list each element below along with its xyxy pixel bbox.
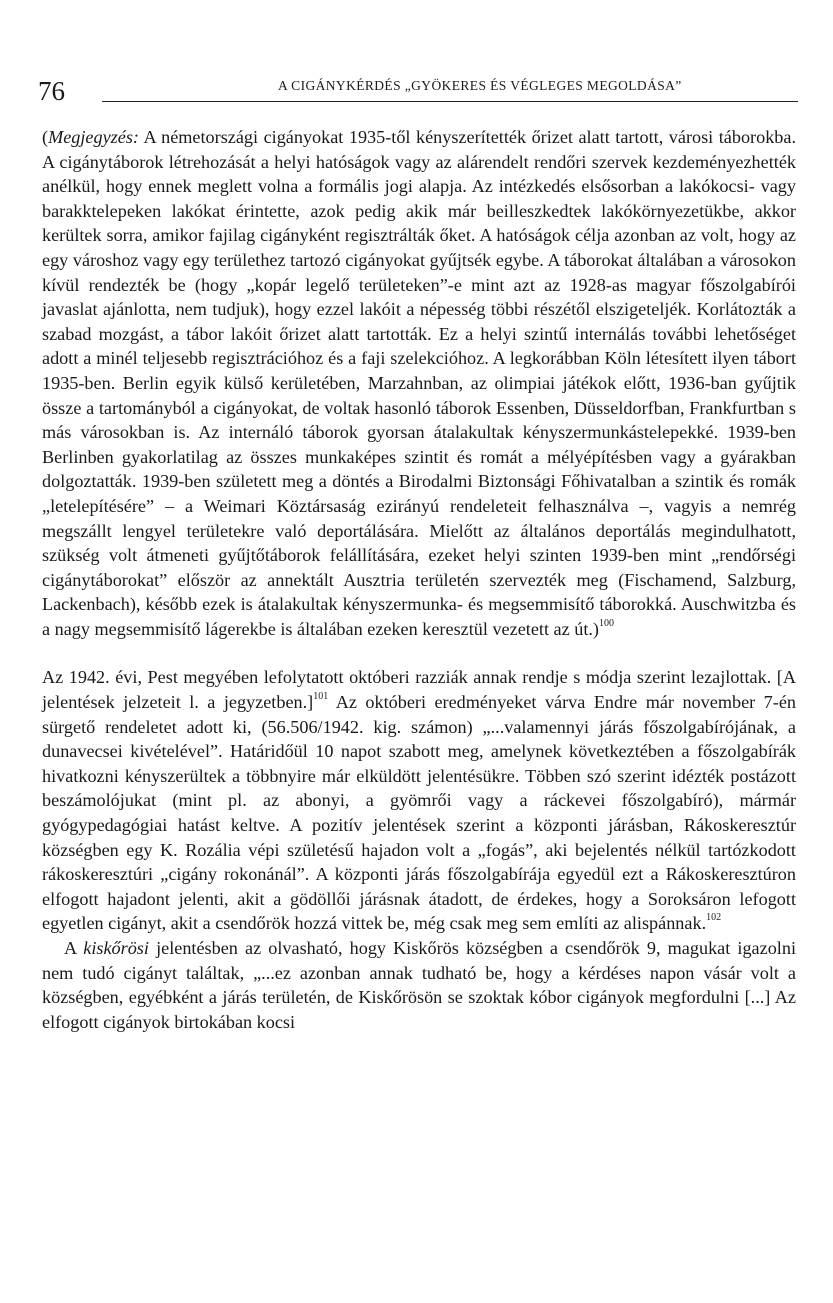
paragraph2-text-a: A [64, 938, 84, 958]
paragraph-kiskoros [42, 936, 796, 1034]
paragraph2-text-b: jelentésben az olvasható, hogy Kiskőrös községben a csendőrök 9, magukat igazolni nem tudó cigányt találtak, „...ez azonban annak tudható be, hogy a kérdéses napon vásár volt a községben, egyébként a járás területén, de Kiskőrösön se szoktak kóbor cigányok megfordulni [...] Az elfogott cigányok birtokában kocsi [42, 938, 796, 1032]
page-body [42, 125, 796, 1034]
paragraph-text-a: Az 1942. évi, Pest megyében lefolytatott októberi razziák annak rendje s módja szerint lezajlottak. [A jelentések jelzeteit l. a jegyzetben.] [42, 667, 796, 713]
paragraph-october-raids [42, 665, 796, 936]
note-text: A németországi cigányokat 1935-től kényszerítették őrizet alatt tartott, városi táborokba. A cigánytáborok létrehozását a helyi hatóságok vagy az alárendelt rendőri szervek kezdeményezhették anélkül, hogy ennek meglett volna a formális jogi alapja. Az intézkedés elsősorban a lakókocsi- vagy barakktelepeken lakókat érintette, azok pedig akik már beilleszkedtek lakókörnyezetükbe, akkor kerültek sorra, amikor fajilag cigányként regisztrálták őket. A hatóságok célja azonban az volt, hogy az egy városhoz vagy egy területhez tartozó cigányokat gyűjtsék egybe. A táborokat általában a városokon kívül rendezték be (hogy „kopár legelő területeken”-e mint azt az 1928-as magyar főszolgabírói javaslat ajánlotta, nem tudjuk), hogy ezzel lakóit a népesség többi részétől elszigeteljék. Korlátozták a szabad mozgást, a tábor lakóit őrizet alatt tartották. Ez a helyi szintű internálás további lehetőséget adott a minél teljesebb regisztrációhoz és a faji szelekcióhoz. A legkorábban Köln létesített ilyen tábort 1935-ben. Berlin egyik külső kerületében, Marzahnban, az olimpiai játékok előtt, 1936-ban gyűjtik össze a tartományból a cigányokat, de voltak hasonló táborok Essenben, Düsseldorfban, Frankfurtban s más városokban is. Az internáló táborok gyorsan átalakultak kényszermunkástelepekké. 1939-ben Berlinben gyakorlatilag az összes munkaképes szintit és romát a mélyépítésben vagy a gyárakban dolgoztatták. 1939-ben született meg a döntés a Birodalmi Biztonsági Főhivatalban a szintik és romák „letelepítésére” – a Weimari Köztársaság ezirányú rendeleteit felhasználva –, vagyis a nemrég megszállt lengyel területekre való deportálására. Mielőtt az általános deportálás megindulhatott, szükség volt átmeneti gyűjtőtáborok felállítására, ezeket helyi szinten 1939-ben mint „rendőrségi cigánytáborokat” először az annektált Ausztria területén szervezték meg (Fischamend, Salzburg, Lackenbach), később ezek is átalakultak kényszermunka- és megsemmisítő táborokká. Auschwitzba és a nagy megsemmisítő lágerekbe is általában ezeken keresztül vezetett az út.) [42, 127, 796, 639]
note-paragraph [42, 125, 796, 641]
paragraph-text-b: Az októberi eredményeket várva Endre már november 7-én sürgető rendeletet adott ki, (56.506/1942. kig. számon) „...valamennyi járás főszolgabírójának, a dunavecsei kivételével”. Határidőül 10 napot szabott meg, amelynek következtében a főszolgabírák hivatkozni kényszerültek a többnyire már elküldött jelentésükre. Többen szó szerint idézték postázott beszámolójukat (mint pl. az abonyi, a gyömrői vagy a ráckevei főszolgabíró), mármár gyógypedagógiai hatást keltve. A pozitív jelentések szerint a központi járásban, Rákoskeresztúr községben egy K. Rozália vépi születésű hajadon volt a „fogás”, aki bejelentés nélkül tartózkodott rákoskeresztúri „cigány rokonánál”. A központi járás főszolgabírája egyedül ezt a Rákoskeresztúron elfogott hajadont jelenti, akit a gödöllői járásnak átadott, de érdekes, hogy a Soroksáron lefogott egyetlen cigányt, akit a csendőrök hozzá vittek be, még csak meg sem említi az alispánnak. [42, 692, 796, 934]
note-lead: Megjegyzés: [48, 127, 139, 147]
page-number: 76 [38, 76, 65, 106]
header-rule [102, 101, 798, 102]
note-open-paren: ( [42, 127, 49, 147]
footnote-ref-101: 101 [313, 691, 329, 703]
footnote-ref-102: 102 [706, 912, 722, 924]
place-name-kiskorosi: kiskőrösi [83, 938, 149, 958]
footnote-ref-100: 100 [599, 617, 614, 629]
running-title: A CIGÁNYKÉRDÉS „GYÖKERES ÉS VÉGLEGES MEGOLDÁSA” [278, 78, 682, 93]
